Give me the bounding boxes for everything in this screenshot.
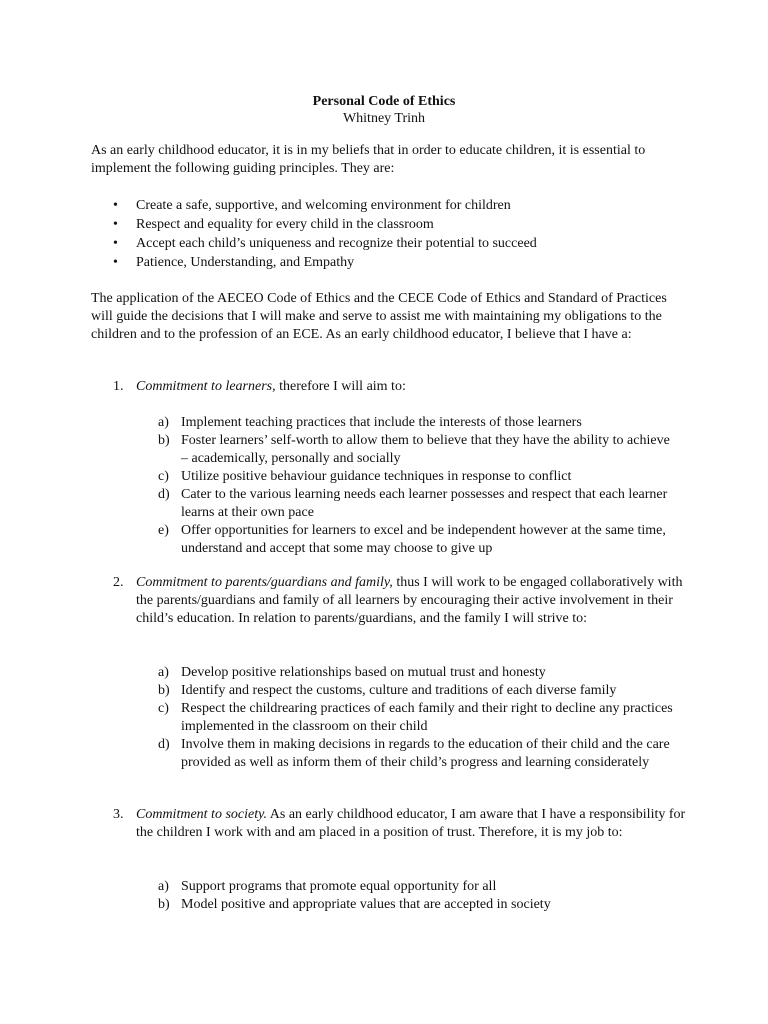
list-item (113, 235, 537, 254)
section-heading: Commitment to learners, (136, 379, 276, 394)
list-item (113, 254, 537, 273)
item-label: d) (158, 487, 170, 502)
item-text: Respect the childrearing practices of each family and their right to decline any practices implemented in the classroom on their child (181, 701, 673, 734)
list-item (158, 664, 678, 682)
document-title: Personal Code of Ethics (312, 94, 456, 109)
item-label: b) (158, 897, 170, 912)
item-text: Involve them in making decisions in regards to the education of their child and the care provided as well as inform them of their child’s progress and learning considerately (181, 737, 670, 770)
section-3-items (158, 878, 678, 914)
section-number: 3. (113, 807, 124, 822)
item-text: Implement teaching practices that include the interests of those learners (181, 415, 582, 430)
list-item (158, 414, 678, 432)
item-text: Cater to the various learning needs each learner possesses and respect that each learner learns at their own pace (181, 487, 668, 520)
item-label: c) (158, 701, 169, 716)
section-2-heading (113, 574, 688, 628)
document-author: Whitney Trinh (342, 111, 426, 126)
application-paragraph: The application of the AECEO Code of Ethics and the CECE Code of Ethics and Standard of Practices will guide the decisions that I will make and serve to assist me with maintaining my obligations to the children and to the profession of an ECE. As an early childhood educator, I believe that I have a: (91, 291, 667, 342)
section-text: therefore I will aim to: (275, 379, 406, 394)
list-item (113, 216, 537, 235)
section-2-items (158, 664, 678, 772)
section-heading: Commitment to parents/guardians and family, (136, 575, 393, 590)
intro-paragraph: As an early childhood educator, it is in my beliefs that in order to educate children, it is essential to implement the following guiding principles. They are: (91, 143, 646, 176)
list-item (158, 878, 678, 896)
item-label: c) (158, 469, 169, 484)
principles-list (113, 197, 537, 273)
bullet-icon: • (113, 217, 118, 232)
item-label: b) (158, 683, 170, 698)
item-label: d) (158, 737, 170, 752)
item-text: Identify and respect the customs, culture and traditions of each diverse family (181, 683, 617, 698)
section-3-heading (113, 806, 688, 842)
section-1-items (158, 414, 678, 558)
section-number: 1. (113, 379, 124, 394)
list-item (158, 896, 678, 914)
principle-text: Create a safe, supportive, and welcoming environment for children (136, 198, 511, 213)
item-text: Utilize positive behaviour guidance techniques in response to conflict (181, 469, 572, 484)
bullet-icon: • (113, 236, 118, 251)
list-item (113, 197, 537, 216)
item-label: a) (158, 665, 169, 680)
item-text: Develop positive relationships based on mutual trust and honesty (181, 665, 546, 680)
list-item (158, 468, 678, 486)
principle-text: Accept each child’s uniqueness and recognize their potential to succeed (136, 236, 537, 251)
item-text: Foster learners’ self-worth to allow them to believe that they have the ability to achieve – academically, personally and socially (181, 433, 670, 466)
bullet-icon: • (113, 198, 118, 213)
item-label: a) (158, 415, 169, 430)
item-label: e) (158, 523, 169, 538)
list-item (158, 522, 678, 558)
section-text: thus I will work to be engaged collaboratively with the parents/guardians and family of all learners by encouraging their active involvement in their child’s education. In relation to parents/guardians, and the family I will strive to: (136, 575, 683, 626)
section-text: As an early childhood educator, I am aware that I have a responsibility for the children I work with and am placed in a position of trust. Therefore, it is my job to: (136, 807, 686, 840)
item-text: Offer opportunities for learners to excel and be independent however at the same time, understand and accept that some may choose to give up (181, 523, 666, 556)
section-1-heading (113, 378, 688, 396)
bullet-icon: • (113, 255, 118, 270)
list-item (158, 682, 678, 700)
item-text: Model positive and appropriate values that are accepted in society (181, 897, 551, 912)
item-label: b) (158, 433, 170, 448)
list-item (158, 432, 678, 468)
item-text: Support programs that promote equal opportunity for all (181, 879, 497, 894)
section-heading: Commitment to society. (136, 807, 268, 822)
list-item (158, 736, 678, 772)
principle-text: Patience, Understanding, and Empathy (136, 255, 355, 270)
section-number: 2. (113, 575, 124, 590)
item-label: a) (158, 879, 169, 894)
list-item (158, 700, 678, 736)
principle-text: Respect and equality for every child in the classroom (136, 217, 434, 232)
list-item (158, 486, 678, 522)
